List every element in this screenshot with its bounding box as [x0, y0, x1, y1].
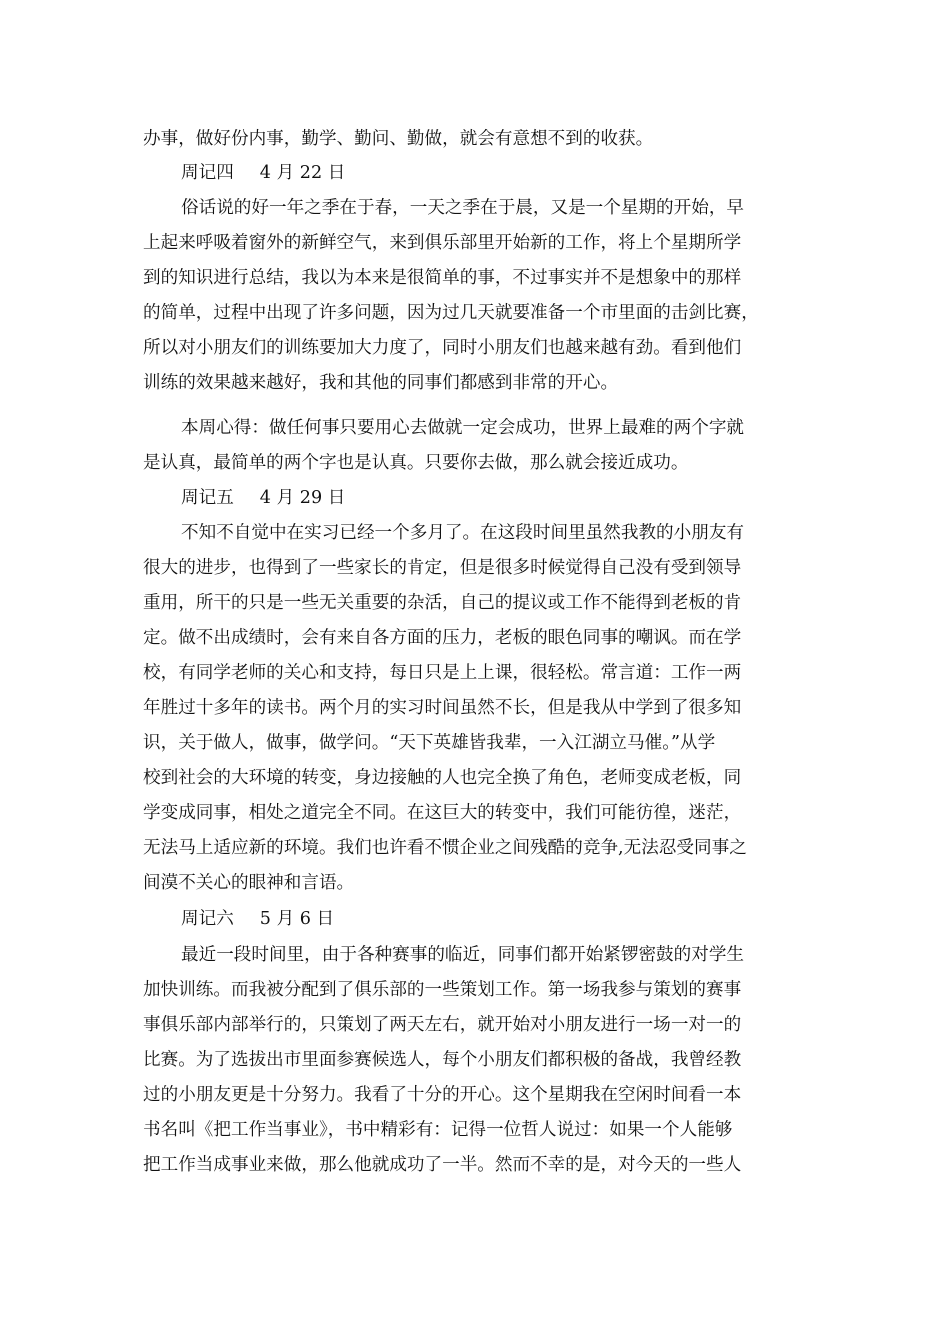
- paragraph-line: 过的小朋友更是十分努力。我看了十分的开心。这个星期我在空闲时间看一本: [143, 1085, 742, 1105]
- paragraph-line: 到的知识进行总结，我以为本来是很简单的事，不过事实并不是想象中的那样: [143, 268, 742, 288]
- paragraph-line: 校到社会的大环境的转变，身边接触的人也完全换了角色，老师变成老板，同: [143, 768, 742, 788]
- journal-heading-week5: [181, 486, 826, 510]
- paragraph-line: 本周心得：做任何事只要用心去做就一定会成功，世界上最难的两个字就: [181, 418, 745, 438]
- paragraph-line: 书名叫《把工作当事业》，书中精彩有：记得一位哲人说过：如果一个人能够: [143, 1120, 733, 1140]
- paragraph-line: 识，关于做人，做事，做学问。“天下英雄皆我辈，一入江湖立马催。”从学: [143, 733, 716, 753]
- paragraph-line: 俗话说的好一年之季在于春，一天之季在于晨，又是一个星期的开始，早: [181, 198, 745, 218]
- journal-heading-week4: [181, 161, 826, 185]
- journal-heading-week6: [181, 907, 826, 931]
- paragraph-line: 所以对小朋友们的训练要加大力度了，同时小朋友们也越来越有劲。看到他们: [143, 338, 742, 358]
- paragraph-line: 校，有同学老师的关心和支持，每日只是上上课，很轻松。常言道：工作一两: [143, 663, 742, 683]
- paragraph-line: 是认真，最简单的两个字也是认真。只要你去做，那么就会接近成功。: [143, 453, 689, 473]
- paragraph-line: 上起来呼吸着窗外的新鲜空气，来到俱乐部里开始新的工作，将上个星期所学: [143, 233, 742, 253]
- paragraph-line: 训练的效果越来越好，我和其他的同事们都感到非常的开心。: [143, 373, 619, 393]
- paragraph-line: 事俱乐部内部举行的，只策划了两天左右，就开始对小朋友进行一场一对一的: [143, 1015, 742, 1035]
- heading-title: 周记五: [181, 488, 234, 508]
- paragraph-line: 很大的进步，也得到了一些家长的肯定，但是很多时候觉得自己没有受到领导: [143, 558, 742, 578]
- heading-title: 周记四: [181, 163, 234, 183]
- paragraph-line: 无法马上适应新的环境。我们也许看不惯企业之间残酷的竞争,无法忍受同事之: [143, 838, 747, 858]
- paragraph-line: 把工作当成事业来做，那么他就成功了一半。然而不幸的是，对今天的一些人: [143, 1155, 742, 1175]
- heading-date: 4 月 29 日: [259, 488, 346, 508]
- paragraph-line: 定。做不出成绩时，会有来自各方面的压力，老板的眼色同事的嘲讽。而在学: [143, 628, 742, 648]
- paragraph-line: 重用，所干的只是一些无关重要的杂活，自己的提议或工作不能得到老板的肯: [143, 593, 742, 613]
- paragraph-line: 比赛。为了选拔出市里面参赛候选人，每个小朋友们都积极的备战，我曾经教: [143, 1050, 742, 1070]
- paragraph-line: 加快训练。而我被分配到了俱乐部的一些策划工作。第一场我参与策划的赛事: [143, 980, 742, 1000]
- heading-date: 5 月 6 日: [259, 909, 335, 929]
- paragraph-line: 不知不自觉中在实习已经一个多月了。在这段时间里虽然我教的小朋友有: [181, 523, 745, 543]
- paragraph-line: 办事，做好份内事，勤学、勤问、勤做，就会有意想不到的收获。: [143, 129, 654, 149]
- paragraph-line: 学变成同事，相处之道完全不同。在这巨大的转变中，我们可能彷徨，迷茫，: [143, 803, 742, 823]
- paragraph-line: 间漠不关心的眼神和言语。: [143, 873, 355, 893]
- paragraph-line: 年胜过十多年的读书。两个月的实习时间虽然不长，但是我从中学到了很多知: [143, 698, 742, 718]
- heading-date: 4 月 22 日: [259, 163, 346, 183]
- paragraph-line: 最近一段时间里，由于各种赛事的临近，同事们都开始紧锣密鼓的对学生: [181, 945, 745, 965]
- paragraph-line: 的简单，过程中出现了许多问题，因为过几天就要准备一个市里面的击剑比赛，: [143, 303, 759, 323]
- heading-title: 周记六: [181, 909, 234, 929]
